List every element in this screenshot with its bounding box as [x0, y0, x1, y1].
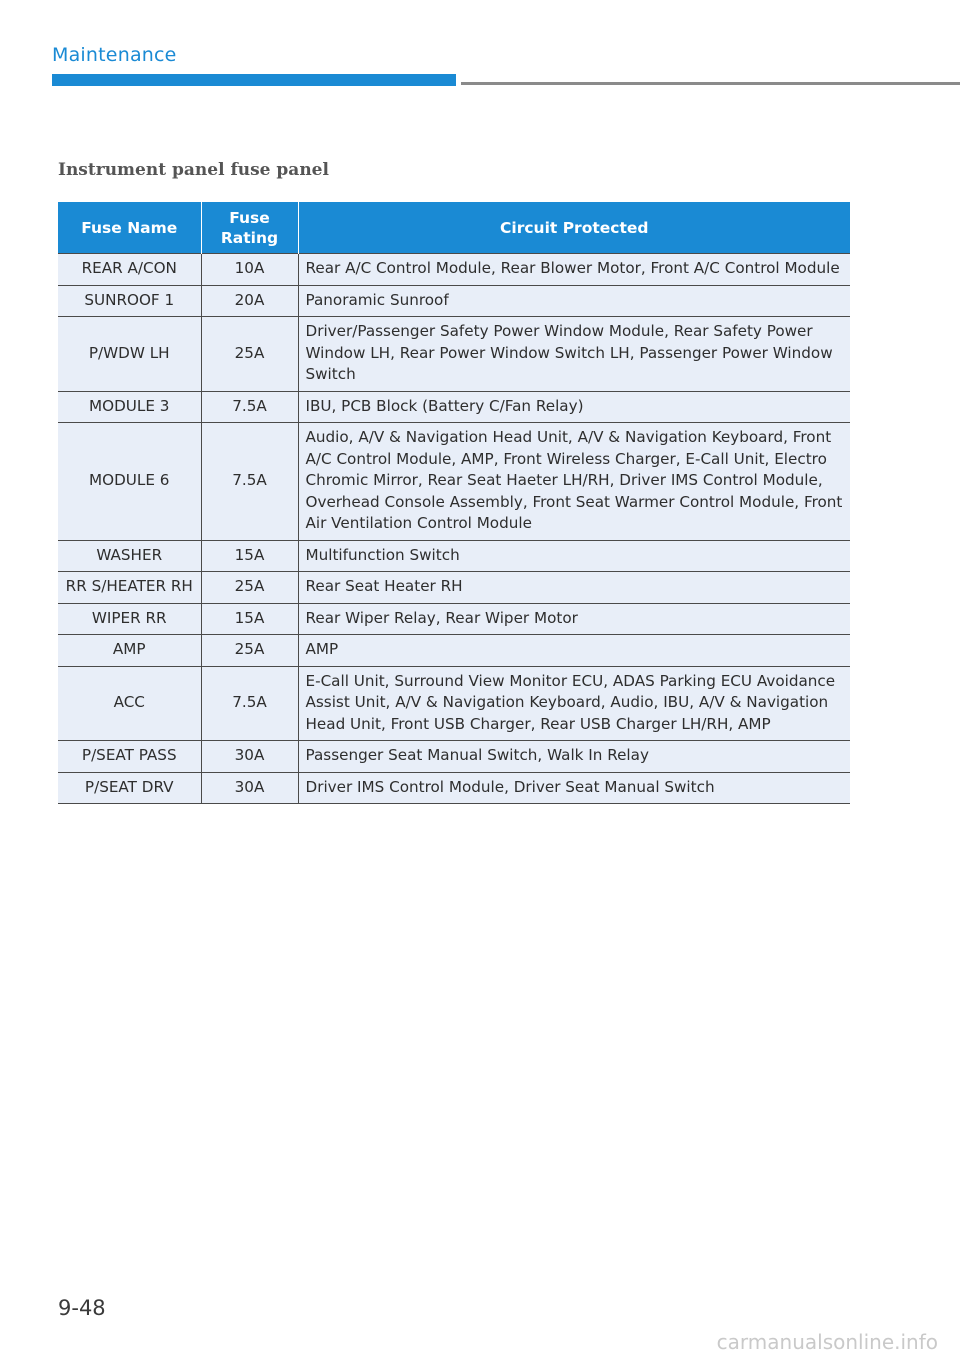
table-row — [58, 666, 850, 741]
page-number: 9-48 — [58, 1296, 106, 1320]
table-row — [58, 423, 850, 541]
fuse-name-cell: ACC — [58, 666, 201, 741]
page-title: Instrument panel fuse panel — [58, 160, 329, 180]
fuse-rating-cell: 7.5A — [201, 666, 298, 741]
fuse-name-cell: AMP — [58, 635, 201, 667]
circuit-cell: Panoramic Sunroof — [298, 285, 850, 317]
fuse-rating-cell: 30A — [201, 772, 298, 804]
table-row — [58, 254, 850, 286]
fuse-name-cell: REAR A/CON — [58, 254, 201, 286]
table-row — [58, 603, 850, 635]
circuit-cell: Rear Wiper Relay, Rear Wiper Motor — [298, 603, 850, 635]
table-row — [58, 317, 850, 392]
table-row — [58, 572, 850, 604]
section-header: Maintenance — [52, 44, 177, 66]
fuse-rating-cell: 10A — [201, 254, 298, 286]
header-divider-rule — [461, 82, 960, 85]
fuse-name-cell: WASHER — [58, 540, 201, 572]
circuit-cell: E-Call Unit, Surround View Monitor ECU, ADAS Parking ECU Avoidance Assist Unit, A/V & Navigation Keyboard, Audio, IBU, A/V & Navigation Head Unit, Front USB Charger, Rear USB Charger LH/RH, AMP — [298, 666, 850, 741]
circuit-cell: IBU, PCB Block (Battery C/Fan Relay) — [298, 391, 850, 423]
circuit-cell: Multifunction Switch — [298, 540, 850, 572]
fuse-name-cell: SUNROOF 1 — [58, 285, 201, 317]
fuse-rating-cell: 15A — [201, 540, 298, 572]
fuse-rating-cell: 15A — [201, 603, 298, 635]
fuse-rating-cell: 20A — [201, 285, 298, 317]
fuse-rating-cell: 25A — [201, 317, 298, 392]
circuit-cell: Passenger Seat Manual Switch, Walk In Relay — [298, 741, 850, 773]
table-row — [58, 635, 850, 667]
column-header-fuse-rating: Fuse Rating — [201, 202, 298, 254]
fuse-rating-cell: 25A — [201, 635, 298, 667]
circuit-cell: Rear A/C Control Module, Rear Blower Motor, Front A/C Control Module — [298, 254, 850, 286]
table-header-row — [58, 202, 850, 254]
fuse-name-cell: RR S/HEATER RH — [58, 572, 201, 604]
table-row — [58, 772, 850, 804]
watermark: carmanualsonline.info — [716, 1330, 938, 1354]
table-row — [58, 391, 850, 423]
fuse-name-cell: P/SEAT PASS — [58, 741, 201, 773]
circuit-cell: Rear Seat Heater RH — [298, 572, 850, 604]
fuse-name-cell: MODULE 3 — [58, 391, 201, 423]
fuse-name-cell: MODULE 6 — [58, 423, 201, 541]
fuse-table — [58, 202, 850, 804]
circuit-cell: AMP — [298, 635, 850, 667]
table-row — [58, 741, 850, 773]
circuit-cell: Driver IMS Control Module, Driver Seat Manual Switch — [298, 772, 850, 804]
fuse-rating-cell: 30A — [201, 741, 298, 773]
column-header-fuse-name: Fuse Name — [58, 202, 201, 254]
table-row — [58, 540, 850, 572]
header-accent-rule — [52, 74, 456, 86]
fuse-rating-cell: 7.5A — [201, 423, 298, 541]
fuse-rating-cell: 25A — [201, 572, 298, 604]
table-row — [58, 285, 850, 317]
circuit-cell: Driver/Passenger Safety Power Window Module, Rear Safety Power Window LH, Rear Power Window Switch LH, Passenger Power Window Switch — [298, 317, 850, 392]
fuse-name-cell: P/WDW LH — [58, 317, 201, 392]
circuit-cell: Audio, A/V & Navigation Head Unit, A/V & Navigation Keyboard, Front A/C Control Module, AMP, Front Wireless Charger, E-Call Unit, Electro Chromic Mirror, Rear Seat Haeter LH/RH, Driver IMS Control Module, Overhead Console Assembly, Front Seat Warmer Control Module, Front Air Ventilation Control Module — [298, 423, 850, 541]
fuse-name-cell: WIPER RR — [58, 603, 201, 635]
column-header-circuit-protected: Circuit Protected — [298, 202, 850, 254]
fuse-rating-cell: 7.5A — [201, 391, 298, 423]
fuse-name-cell: P/SEAT DRV — [58, 772, 201, 804]
